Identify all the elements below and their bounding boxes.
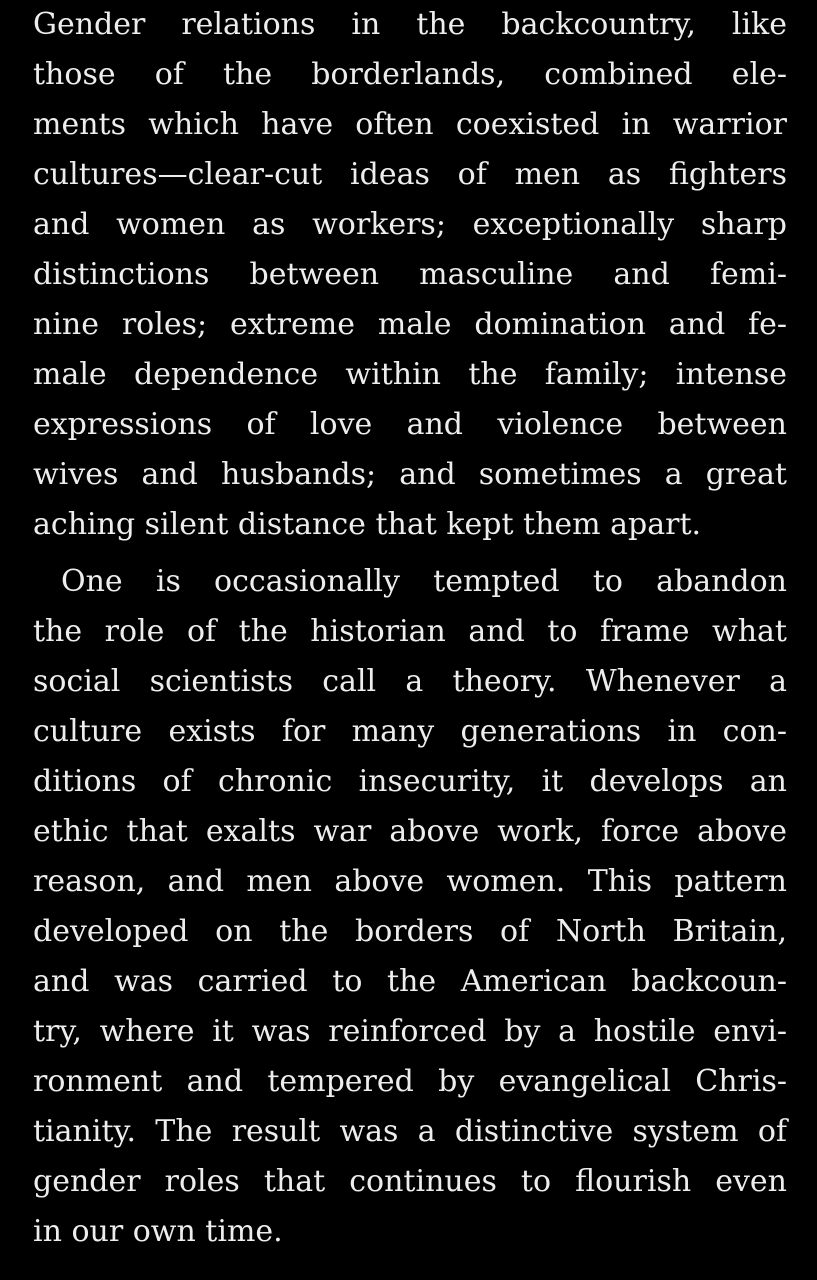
text-line: developed on the borders of North Britain, [33, 914, 787, 949]
text-line: social scientists call a theory. Whenever a [33, 664, 787, 699]
text-line: gender roles that continues to flourish even [33, 1164, 787, 1199]
text-line: aching silent distance that kept them apart. [33, 507, 702, 542]
text-line: try, where it was reinforced by a hostile envi- [33, 1014, 787, 1049]
text-line: wives and husbands; and sometimes a great [33, 457, 787, 492]
text-line: nine roles; extreme male domination and fe- [33, 307, 787, 342]
text-line: expressions of love and violence between [33, 407, 787, 442]
text-line: and was carried to the American backcoun- [33, 964, 787, 999]
text-line: ditions of chronic insecurity, it develops an [33, 764, 787, 799]
text-line: culture exists for many generations in con- [33, 714, 787, 749]
text-line: and women as workers; exceptionally sharp [33, 207, 787, 242]
text-line: tianity. The result was a distinctive system of [33, 1114, 787, 1149]
text-line: ments which have often coexisted in warrior [33, 107, 787, 142]
text-line: the role of the historian and to frame what [33, 614, 787, 649]
text-line: distinctions between masculine and femi- [33, 257, 787, 292]
reader-page [33, 0, 787, 1280]
text-line: male dependence within the family; intense [33, 357, 787, 392]
text-line: Gender relations in the backcountry, like [33, 7, 787, 42]
text-line: ronment and tempered by evangelical Chris- [33, 1064, 787, 1099]
text-line: in our own time. [33, 1214, 283, 1249]
text-line: cultures—clear-cut ideas of men as fighters [33, 157, 787, 192]
text-line: ethic that exalts war above work, force above [33, 814, 787, 849]
text-line: reason, and men above women. This pattern [33, 864, 787, 899]
text-line: One is occasionally tempted to abandon [61, 564, 787, 599]
text-line: those of the borderlands, combined ele- [33, 57, 787, 92]
